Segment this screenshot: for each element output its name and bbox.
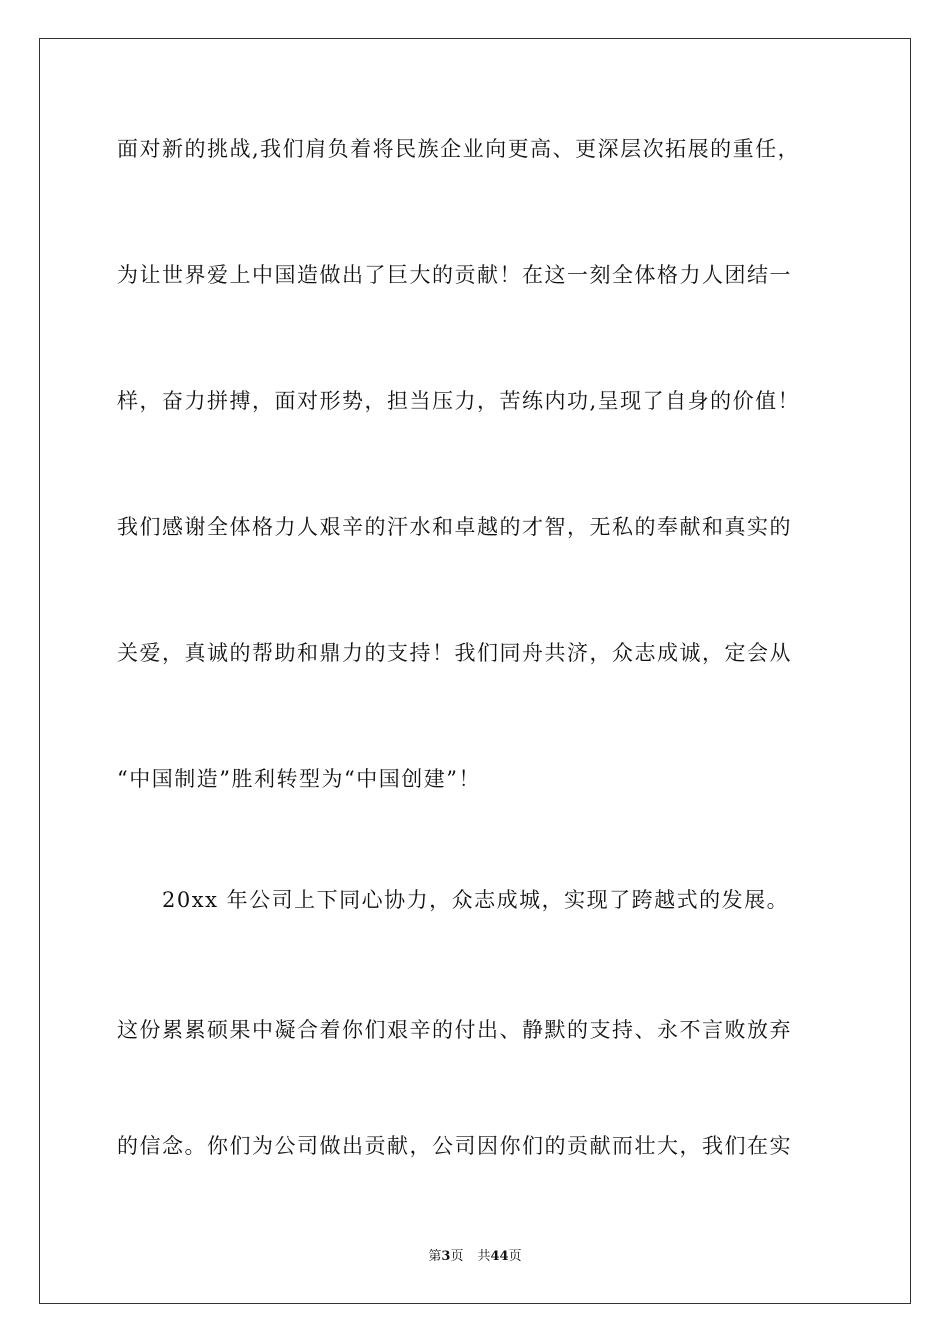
footer-page-suffix: 页 — [450, 1249, 464, 1264]
paragraph-line-8: 这份累累硕果中凝合着你们艰辛的付出、静默的支持、永不言败放弃 — [117, 1018, 792, 1042]
paragraph-line-9: 的信念。你们为公司做出贡献，公司因你们的贡献而壮大，我们在实 — [117, 1134, 792, 1158]
paragraph-line-3: 样，奋力拼搏，面对形势，担当压力，苦练内功,呈现了自身的价值！ — [117, 389, 801, 413]
paragraph-line-7: 20xx 年公司上下同心协力，众志成城，实现了跨越式的发展。 — [162, 888, 790, 912]
footer-page-prefix: 第 — [428, 1249, 442, 1264]
footer-total-suffix: 页 — [508, 1249, 522, 1264]
paragraph-line-2: 为让世界爱上中国造做出了巨大的贡献！在这一刻全体格力人团结一 — [117, 263, 792, 287]
paragraph-line-1: 面对新的挑战,我们肩负着将民族企业向更高、更深层次拓展的重任， — [117, 137, 801, 161]
footer-total-prefix: 共 — [477, 1249, 491, 1264]
page-border — [39, 38, 911, 1304]
paragraph-line-6: “中国制造”胜利转型为“中国创建”！ — [117, 767, 481, 791]
footer-page-number: 3 — [441, 1249, 451, 1264]
paragraph-line-4: 我们感谢全体格力人艰辛的汗水和卓越的才智，无私的奉献和真实的 — [117, 515, 792, 539]
paragraph-line-5: 关爱，真诚的帮助和鼎力的支持！我们同舟共济，众志成诚，定会从 — [117, 641, 792, 665]
footer-total-pages: 44 — [490, 1249, 509, 1264]
page-footer — [0, 1248, 950, 1266]
